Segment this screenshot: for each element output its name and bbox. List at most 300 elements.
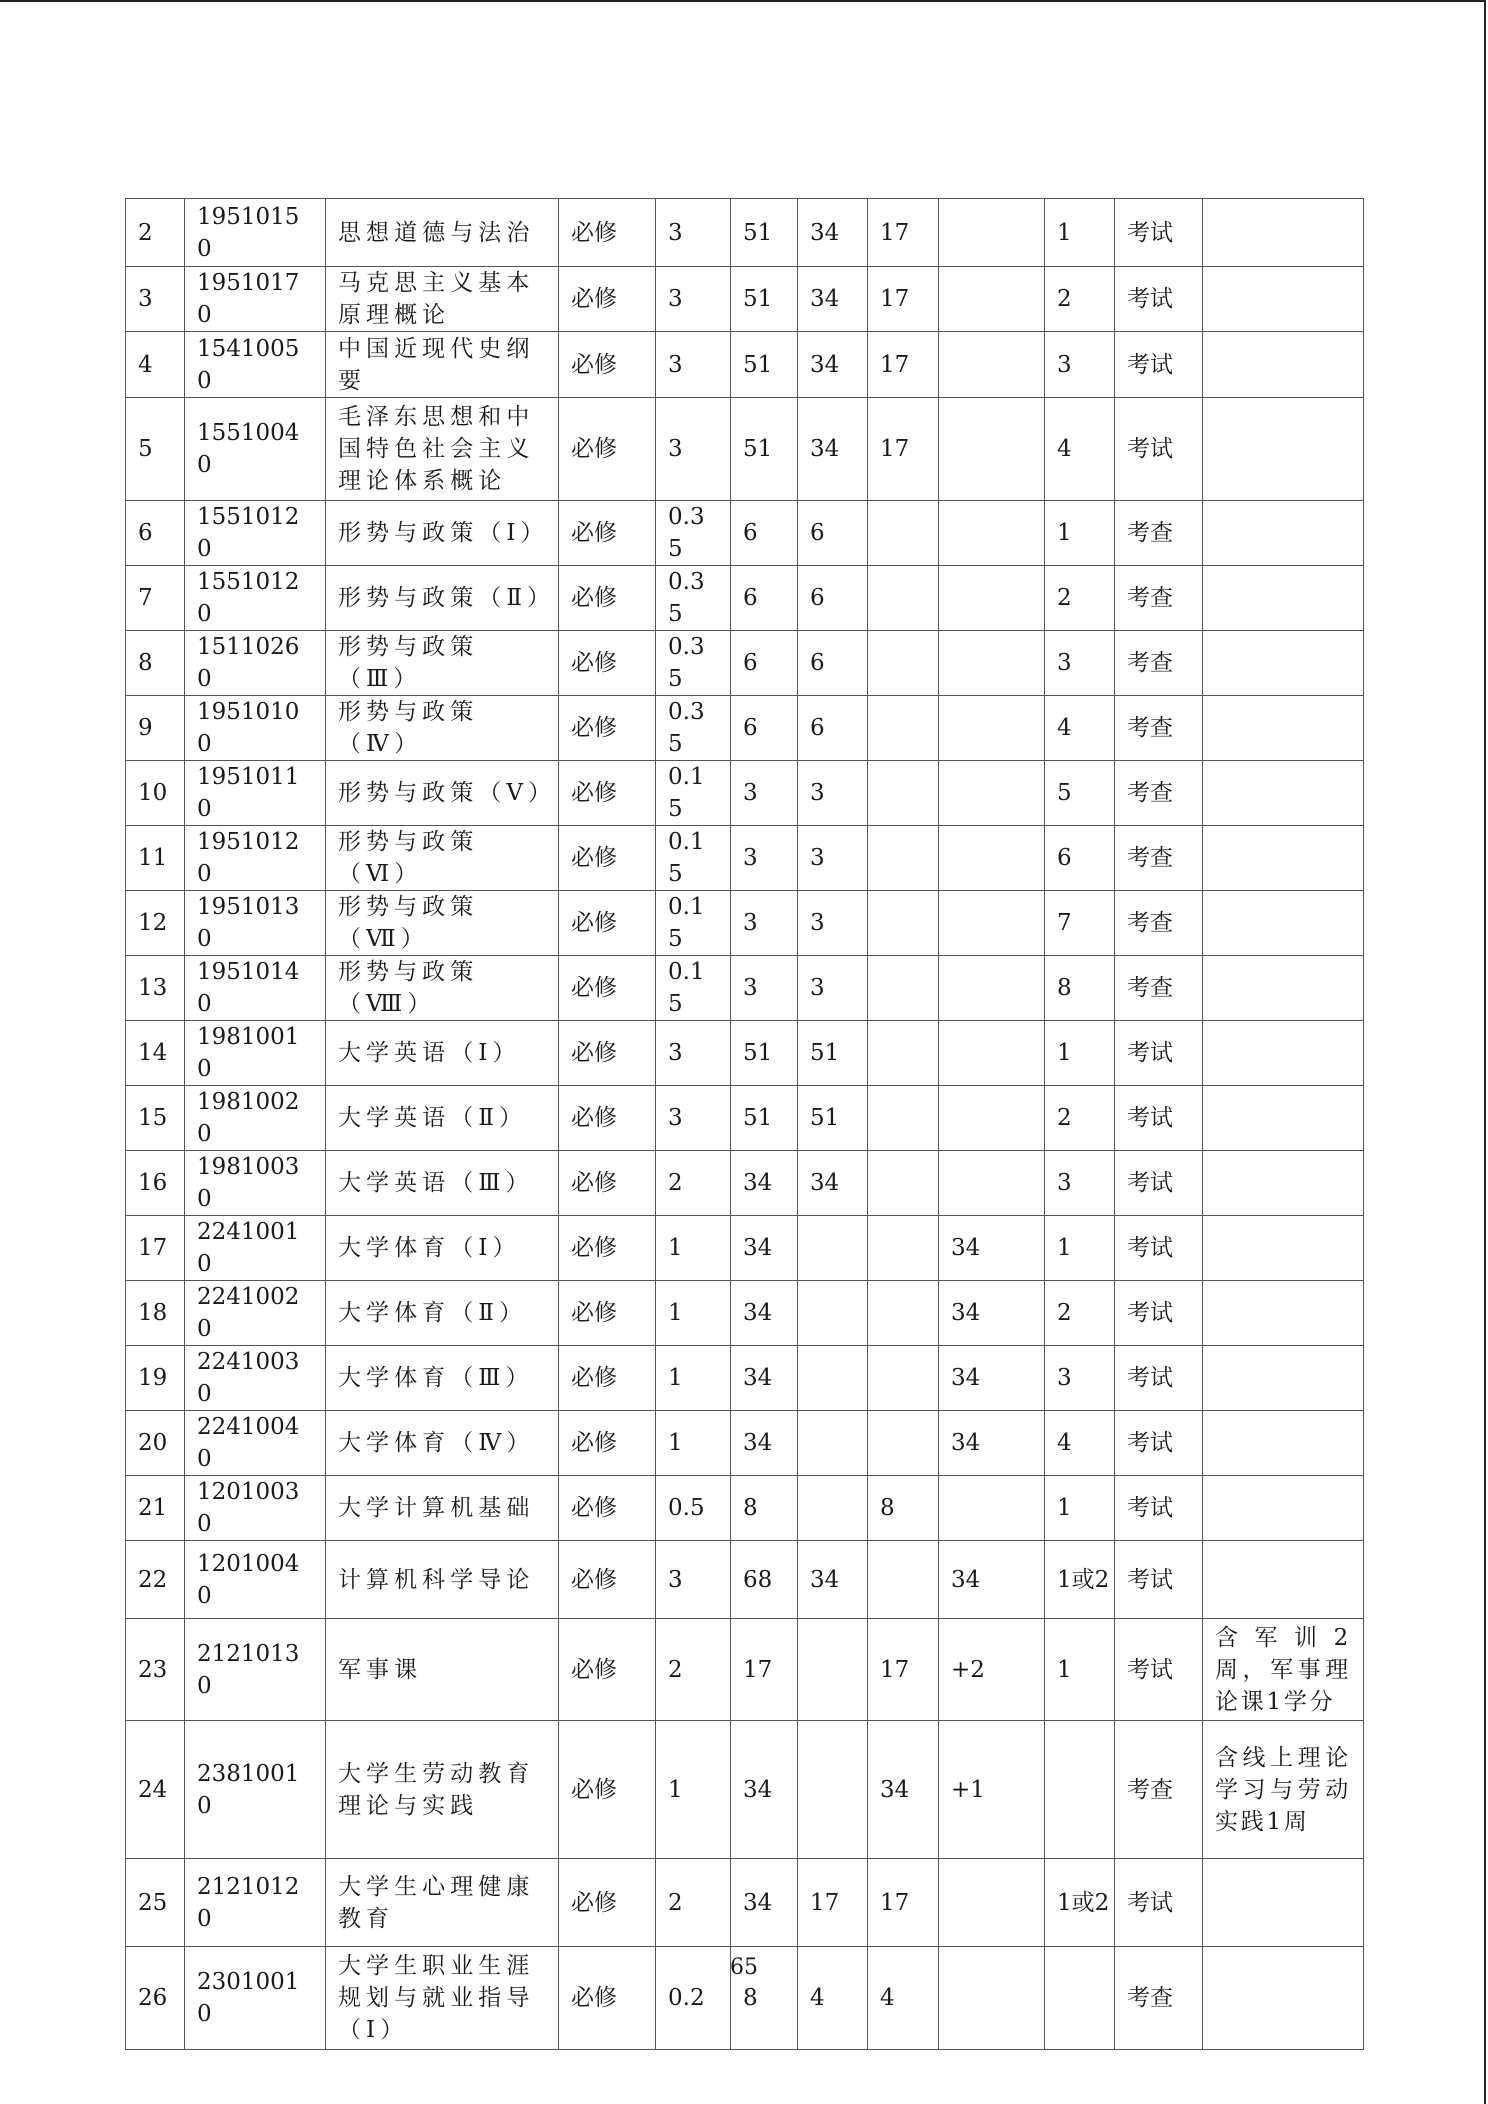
cell-semester: 5 (1045, 761, 1115, 826)
cell-total-hours: 17 (731, 1619, 798, 1721)
cell-code: 19510150 (185, 199, 326, 267)
cell-practice-hours (868, 1021, 939, 1086)
cell-code: 19510130 (185, 891, 326, 956)
cell-code: 19510100 (185, 696, 326, 761)
cell-code: 12010040 (185, 1541, 326, 1619)
cell-no: 17 (126, 1216, 185, 1281)
cell-assessment: 考试 (1115, 1619, 1203, 1721)
cell-credit: 1 (656, 1346, 731, 1411)
cell-code: 15510040 (185, 398, 326, 501)
cell-no: 12 (126, 891, 185, 956)
cell-practice-hours (868, 1411, 939, 1476)
cell-no: 24 (126, 1721, 185, 1859)
cell-practice-hours: 8 (868, 1476, 939, 1541)
cell-practice-hours: 17 (868, 1619, 939, 1721)
cell-practice-hours (868, 501, 939, 566)
cell-lecture-hours: 34 (798, 267, 868, 332)
cell-semester: 3 (1045, 1346, 1115, 1411)
cell-credit: 3 (656, 1541, 731, 1619)
cell-remark: 含线上理论学习与劳动实践1周 (1203, 1721, 1364, 1859)
cell-remark (1203, 1541, 1364, 1619)
cell-remark (1203, 696, 1364, 761)
cell-remark (1203, 1151, 1364, 1216)
cell-total-hours: 51 (731, 1021, 798, 1086)
cell-course-name: 形势与政策（Ⅳ） (326, 696, 559, 761)
cell-total-hours: 34 (731, 1859, 798, 1947)
cell-course-name: 形势与政策（Ⅷ） (326, 956, 559, 1021)
cell-course-type: 必修 (559, 398, 656, 501)
cell-course-name: 大学体育（Ⅳ） (326, 1411, 559, 1476)
cell-course-name: 大学英语（Ⅰ） (326, 1021, 559, 1086)
cell-course-type: 必修 (559, 566, 656, 631)
cell-extra-hours: 34 (939, 1216, 1045, 1281)
cell-extra-hours: 34 (939, 1346, 1045, 1411)
cell-extra-hours: +2 (939, 1619, 1045, 1721)
cell-course-name: 计算机科学导论 (326, 1541, 559, 1619)
cell-course-name: 形势与政策（Ⅴ） (326, 761, 559, 826)
table-body (126, 199, 1364, 2050)
cell-code: 21210130 (185, 1619, 326, 1721)
cell-no: 3 (126, 267, 185, 332)
cell-course-type: 必修 (559, 761, 656, 826)
cell-course-type: 必修 (559, 1721, 656, 1859)
cell-assessment: 考试 (1115, 1086, 1203, 1151)
cell-lecture-hours: 34 (798, 398, 868, 501)
cell-practice-hours (868, 1346, 939, 1411)
cell-no: 23 (126, 1619, 185, 1721)
cell-no: 19 (126, 1346, 185, 1411)
cell-assessment: 考查 (1115, 1947, 1203, 2050)
cell-no: 8 (126, 631, 185, 696)
cell-extra-hours (939, 1859, 1045, 1947)
cell-no: 2 (126, 199, 185, 267)
cell-lecture-hours (798, 1476, 868, 1541)
cell-course-name: 中国近现代史纲要 (326, 332, 559, 398)
cell-code: 19810020 (185, 1086, 326, 1151)
cell-remark (1203, 1476, 1364, 1541)
cell-lecture-hours: 3 (798, 826, 868, 891)
cell-assessment: 考查 (1115, 891, 1203, 956)
table-row (126, 398, 1364, 501)
cell-extra-hours: 34 (939, 1411, 1045, 1476)
cell-total-hours: 51 (731, 267, 798, 332)
cell-credit: 2 (656, 1619, 731, 1721)
cell-no: 6 (126, 501, 185, 566)
cell-total-hours: 6 (731, 501, 798, 566)
cell-credit: 1 (656, 1721, 731, 1859)
cell-assessment: 考试 (1115, 1476, 1203, 1541)
cell-no: 15 (126, 1086, 185, 1151)
cell-course-type: 必修 (559, 1346, 656, 1411)
cell-credit: 0.35 (656, 631, 731, 696)
cell-semester: 1 (1045, 199, 1115, 267)
cell-total-hours: 34 (731, 1346, 798, 1411)
table-row (126, 1086, 1364, 1151)
cell-course-type: 必修 (559, 1281, 656, 1346)
cell-credit: 0.15 (656, 761, 731, 826)
cell-lecture-hours (798, 1216, 868, 1281)
cell-practice-hours (868, 566, 939, 631)
cell-course-type: 必修 (559, 267, 656, 332)
cell-assessment: 考试 (1115, 1859, 1203, 1947)
cell-extra-hours (939, 1086, 1045, 1151)
cell-extra-hours (939, 398, 1045, 501)
cell-semester: 2 (1045, 267, 1115, 332)
table-row (126, 566, 1364, 631)
cell-lecture-hours: 4 (798, 1947, 868, 2050)
cell-course-type: 必修 (559, 332, 656, 398)
cell-extra-hours (939, 1021, 1045, 1086)
cell-extra-hours (939, 332, 1045, 398)
cell-code: 22410020 (185, 1281, 326, 1346)
cell-credit: 0.35 (656, 566, 731, 631)
cell-no: 9 (126, 696, 185, 761)
cell-assessment: 考查 (1115, 826, 1203, 891)
table-row (126, 631, 1364, 696)
cell-assessment: 考查 (1115, 1721, 1203, 1859)
cell-assessment: 考查 (1115, 761, 1203, 826)
cell-course-type: 必修 (559, 1541, 656, 1619)
cell-assessment: 考试 (1115, 267, 1203, 332)
cell-lecture-hours (798, 1619, 868, 1721)
cell-course-type: 必修 (559, 631, 656, 696)
cell-extra-hours (939, 631, 1045, 696)
cell-code: 15110260 (185, 631, 326, 696)
cell-credit: 1 (656, 1216, 731, 1281)
cell-semester: 4 (1045, 1411, 1115, 1476)
cell-assessment: 考试 (1115, 332, 1203, 398)
cell-credit: 2 (656, 1151, 731, 1216)
cell-total-hours: 51 (731, 1086, 798, 1151)
cell-credit: 3 (656, 332, 731, 398)
cell-course-type: 必修 (559, 501, 656, 566)
cell-semester: 4 (1045, 398, 1115, 501)
cell-credit: 0.15 (656, 956, 731, 1021)
cell-course-name: 大学计算机基础 (326, 1476, 559, 1541)
cell-no: 11 (126, 826, 185, 891)
cell-course-name: 大学英语（Ⅲ） (326, 1151, 559, 1216)
cell-remark (1203, 1086, 1364, 1151)
cell-remark (1203, 631, 1364, 696)
cell-credit: 0.15 (656, 826, 731, 891)
cell-lecture-hours: 17 (798, 1859, 868, 1947)
page-number: 65 (730, 1955, 758, 1980)
cell-code: 19510110 (185, 761, 326, 826)
cell-extra-hours (939, 696, 1045, 761)
cell-remark (1203, 1021, 1364, 1086)
cell-assessment: 考试 (1115, 1216, 1203, 1281)
cell-credit: 1 (656, 1411, 731, 1476)
cell-remark: 含军训2周，军事理论课1学分 (1203, 1619, 1364, 1721)
cell-lecture-hours (798, 1411, 868, 1476)
cell-remark (1203, 1216, 1364, 1281)
cell-course-type: 必修 (559, 199, 656, 267)
cell-credit: 3 (656, 398, 731, 501)
cell-lecture-hours: 51 (798, 1086, 868, 1151)
cell-extra-hours (939, 199, 1045, 267)
cell-extra-hours (939, 761, 1045, 826)
table-row (126, 1346, 1364, 1411)
cell-remark (1203, 1859, 1364, 1947)
cell-course-name: 军事课 (326, 1619, 559, 1721)
cell-code: 22410040 (185, 1411, 326, 1476)
table-row (126, 332, 1364, 398)
cell-lecture-hours: 34 (798, 1151, 868, 1216)
cell-credit: 0.5 (656, 1476, 731, 1541)
cell-no: 16 (126, 1151, 185, 1216)
cell-extra-hours (939, 267, 1045, 332)
table-row (126, 1216, 1364, 1281)
cell-course-name: 大学生职业生涯规划与就业指导（Ⅰ） (326, 1947, 559, 2050)
cell-course-type: 必修 (559, 1021, 656, 1086)
table-row (126, 267, 1364, 332)
cell-extra-hours: +1 (939, 1721, 1045, 1859)
cell-course-name: 大学体育（Ⅰ） (326, 1216, 559, 1281)
cell-course-name: 马克思主义基本原理概论 (326, 267, 559, 332)
cell-code: 23810010 (185, 1721, 326, 1859)
cell-semester (1045, 1721, 1115, 1859)
cell-total-hours: 3 (731, 956, 798, 1021)
cell-credit: 3 (656, 1086, 731, 1151)
cell-credit: 3 (656, 199, 731, 267)
cell-total-hours: 3 (731, 891, 798, 956)
table-row (126, 696, 1364, 761)
cell-practice-hours (868, 761, 939, 826)
cell-remark (1203, 761, 1364, 826)
cell-practice-hours (868, 956, 939, 1021)
cell-assessment: 考查 (1115, 956, 1203, 1021)
cell-total-hours: 3 (731, 826, 798, 891)
cell-remark (1203, 501, 1364, 566)
cell-semester: 2 (1045, 566, 1115, 631)
cell-total-hours: 51 (731, 332, 798, 398)
cell-course-type: 必修 (559, 1151, 656, 1216)
cell-practice-hours (868, 891, 939, 956)
cell-lecture-hours: 6 (798, 501, 868, 566)
cell-course-name: 形势与政策（Ⅱ） (326, 566, 559, 631)
cell-course-name: 思想道德与法治 (326, 199, 559, 267)
cell-remark (1203, 956, 1364, 1021)
table-row (126, 1859, 1364, 1947)
cell-course-name: 大学生心理健康教育 (326, 1859, 559, 1947)
table-row (126, 956, 1364, 1021)
cell-assessment: 考查 (1115, 501, 1203, 566)
cell-assessment: 考试 (1115, 1541, 1203, 1619)
cell-extra-hours: 34 (939, 1541, 1045, 1619)
cell-course-name: 大学英语（Ⅱ） (326, 1086, 559, 1151)
cell-no: 5 (126, 398, 185, 501)
cell-lecture-hours (798, 1281, 868, 1346)
cell-semester: 3 (1045, 332, 1115, 398)
table-row (126, 761, 1364, 826)
cell-assessment: 考试 (1115, 1021, 1203, 1086)
cell-course-name: 形势与政策（Ⅰ） (326, 501, 559, 566)
cell-course-type: 必修 (559, 1216, 656, 1281)
cell-assessment: 考试 (1115, 1411, 1203, 1476)
cell-assessment: 考试 (1115, 1346, 1203, 1411)
cell-credit: 3 (656, 1021, 731, 1086)
cell-credit: 2 (656, 1859, 731, 1947)
cell-no: 14 (126, 1021, 185, 1086)
cell-course-type: 必修 (559, 1947, 656, 2050)
cell-total-hours: 6 (731, 566, 798, 631)
cell-semester: 6 (1045, 826, 1115, 891)
cell-course-name: 形势与政策（Ⅲ） (326, 631, 559, 696)
cell-remark (1203, 199, 1364, 267)
cell-code: 12010030 (185, 1476, 326, 1541)
cell-semester: 8 (1045, 956, 1115, 1021)
cell-total-hours: 34 (731, 1721, 798, 1859)
cell-practice-hours (868, 696, 939, 761)
cell-semester: 2 (1045, 1281, 1115, 1346)
cell-no: 22 (126, 1541, 185, 1619)
cell-practice-hours: 34 (868, 1721, 939, 1859)
cell-remark (1203, 1281, 1364, 1346)
cell-code: 23010010 (185, 1947, 326, 2050)
table-row (126, 1021, 1364, 1086)
cell-total-hours: 51 (731, 199, 798, 267)
table-row (126, 1476, 1364, 1541)
cell-credit: 0.15 (656, 891, 731, 956)
cell-semester: 1或2 (1045, 1541, 1115, 1619)
cell-practice-hours (868, 1216, 939, 1281)
cell-semester: 1 (1045, 1216, 1115, 1281)
cell-practice-hours: 17 (868, 398, 939, 501)
cell-practice-hours (868, 631, 939, 696)
cell-lecture-hours (798, 1346, 868, 1411)
cell-lecture-hours: 3 (798, 956, 868, 1021)
cell-semester: 1 (1045, 1476, 1115, 1541)
cell-assessment: 考查 (1115, 631, 1203, 696)
cell-credit: 0.35 (656, 696, 731, 761)
cell-remark (1203, 1346, 1364, 1411)
cell-total-hours: 34 (731, 1151, 798, 1216)
cell-total-hours: 34 (731, 1281, 798, 1346)
cell-extra-hours: 34 (939, 1281, 1045, 1346)
cell-extra-hours (939, 826, 1045, 891)
cell-remark (1203, 267, 1364, 332)
cell-assessment: 考查 (1115, 566, 1203, 631)
cell-lecture-hours (798, 1721, 868, 1859)
cell-practice-hours: 17 (868, 1859, 939, 1947)
cell-assessment: 考试 (1115, 1281, 1203, 1346)
cell-extra-hours (939, 1476, 1045, 1541)
cell-code: 15510120 (185, 566, 326, 631)
cell-practice-hours: 4 (868, 1947, 939, 2050)
cell-lecture-hours: 6 (798, 631, 868, 696)
cell-semester: 1 (1045, 1619, 1115, 1721)
cell-course-name: 形势与政策（Ⅶ） (326, 891, 559, 956)
cell-extra-hours (939, 1151, 1045, 1216)
cell-course-type: 必修 (559, 696, 656, 761)
cell-extra-hours (939, 566, 1045, 631)
table-row (126, 199, 1364, 267)
cell-practice-hours: 17 (868, 267, 939, 332)
table-row (126, 501, 1364, 566)
cell-lecture-hours: 34 (798, 199, 868, 267)
cell-no: 4 (126, 332, 185, 398)
cell-total-hours: 8 (731, 1947, 798, 2050)
cell-credit: 0.2 (656, 1947, 731, 2050)
cell-assessment: 考查 (1115, 696, 1203, 761)
cell-course-name: 形势与政策（Ⅵ） (326, 826, 559, 891)
cell-code: 19510140 (185, 956, 326, 1021)
cell-total-hours: 34 (731, 1216, 798, 1281)
cell-total-hours: 6 (731, 696, 798, 761)
cell-total-hours: 6 (731, 631, 798, 696)
cell-code: 15410050 (185, 332, 326, 398)
course-table (125, 198, 1364, 2050)
cell-lecture-hours: 6 (798, 566, 868, 631)
cell-practice-hours (868, 1281, 939, 1346)
cell-remark (1203, 1411, 1364, 1476)
cell-course-type: 必修 (559, 1411, 656, 1476)
cell-lecture-hours: 34 (798, 1541, 868, 1619)
cell-credit: 0.35 (656, 501, 731, 566)
cell-no: 10 (126, 761, 185, 826)
cell-total-hours: 51 (731, 398, 798, 501)
cell-lecture-hours: 34 (798, 332, 868, 398)
table-row (126, 1541, 1364, 1619)
table-row (126, 1281, 1364, 1346)
cell-semester: 3 (1045, 631, 1115, 696)
cell-course-type: 必修 (559, 1619, 656, 1721)
cell-code: 19510170 (185, 267, 326, 332)
cell-total-hours: 34 (731, 1411, 798, 1476)
cell-practice-hours: 17 (868, 199, 939, 267)
cell-credit: 1 (656, 1281, 731, 1346)
cell-total-hours: 68 (731, 1541, 798, 1619)
cell-semester: 1或2 (1045, 1859, 1115, 1947)
cell-course-type: 必修 (559, 956, 656, 1021)
cell-remark (1203, 398, 1364, 501)
cell-lecture-hours: 6 (798, 696, 868, 761)
cell-practice-hours: 17 (868, 332, 939, 398)
cell-code: 19510120 (185, 826, 326, 891)
cell-course-name: 大学体育（Ⅲ） (326, 1346, 559, 1411)
cell-total-hours: 3 (731, 761, 798, 826)
cell-no: 13 (126, 956, 185, 1021)
cell-no: 25 (126, 1859, 185, 1947)
cell-semester: 1 (1045, 1021, 1115, 1086)
table-row (126, 1411, 1364, 1476)
cell-assessment: 考试 (1115, 1151, 1203, 1216)
cell-course-name: 大学生劳动教育理论与实践 (326, 1721, 559, 1859)
table-row (126, 1619, 1364, 1721)
cell-course-type: 必修 (559, 891, 656, 956)
cell-practice-hours (868, 1541, 939, 1619)
cell-extra-hours (939, 501, 1045, 566)
cell-course-name: 毛泽东思想和中国特色社会主义理论体系概论 (326, 398, 559, 501)
cell-code: 21210120 (185, 1859, 326, 1947)
cell-code: 22410010 (185, 1216, 326, 1281)
cell-no: 7 (126, 566, 185, 631)
cell-no: 20 (126, 1411, 185, 1476)
table-row (126, 1721, 1364, 1859)
cell-semester: 2 (1045, 1086, 1115, 1151)
cell-no: 21 (126, 1476, 185, 1541)
cell-extra-hours (939, 891, 1045, 956)
cell-total-hours: 8 (731, 1476, 798, 1541)
cell-code: 15510120 (185, 501, 326, 566)
table-row (126, 826, 1364, 891)
cell-remark (1203, 826, 1364, 891)
cell-remark (1203, 332, 1364, 398)
cell-practice-hours (868, 826, 939, 891)
cell-no: 18 (126, 1281, 185, 1346)
cell-code: 22410030 (185, 1346, 326, 1411)
cell-assessment: 考试 (1115, 398, 1203, 501)
